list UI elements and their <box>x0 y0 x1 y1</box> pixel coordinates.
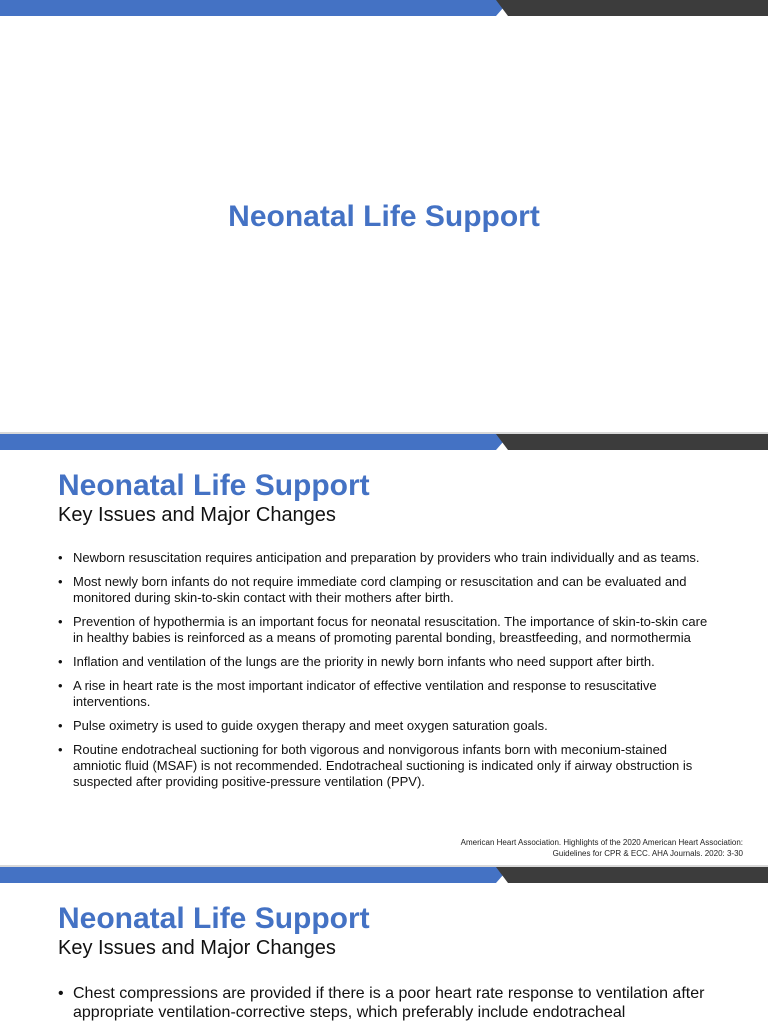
slide-title: Neonatal Life Support <box>58 469 370 502</box>
citation <box>413 837 743 859</box>
list-item: • Prevention of hypothermia is an important focus for neonatal resuscitation. The importance of skin-to-skin care in healthy babies is reinforced as a means of promoting parental bonding, breastfeeding, and normothermia <box>58 614 718 646</box>
citation-line: American Heart Association. Highlights of the 2020 American Heart Association: <box>460 838 743 847</box>
list-item: • Routine endotracheal suctioning for both vigorous and nonvigorous infants born with meconium-stained amniotic fluid (MSAF) is not recommended. Endotracheal suctioning is indicated only if airway obstruction is suspected after providing positive-pressure ventilation (PPV). <box>58 742 718 790</box>
slide-2 <box>0 434 768 865</box>
list-item: • Most newly born infants do not require immediate cord clamping or resuscitation and can be evaluated and monitored during skin-to-skin contact with their mothers after birth. <box>58 574 718 606</box>
list-item: • A rise in heart rate is the most important indicator of effective ventilation and response to resuscitative interventions. <box>58 678 718 710</box>
slide-title: Neonatal Life Support <box>228 200 540 233</box>
slide-header-bar <box>0 867 768 883</box>
slide-subtitle: Key Issues and Major Changes <box>58 937 336 959</box>
slide-subtitle: Key Issues and Major Changes <box>58 504 336 526</box>
slide-1 <box>0 0 768 432</box>
slide-3 <box>0 867 768 1024</box>
bullet-list <box>58 984 718 1022</box>
list-item: • Chest compressions are provided if there is a poor heart rate response to ventilation after appropriate ventilation-corrective steps, which preferably include endotracheal <box>58 984 718 1022</box>
list-item: • Pulse oximetry is used to guide oxygen therapy and meet oxygen saturation goals. <box>58 718 718 734</box>
list-item: • Newborn resuscitation requires anticipation and preparation by providers who train individually and as teams. <box>58 550 718 566</box>
slide-header-bar <box>0 434 768 450</box>
bullet-list <box>58 550 718 798</box>
slide-title: Neonatal Life Support <box>58 902 370 935</box>
slide-header-bar <box>0 0 768 16</box>
list-item: • Inflation and ventilation of the lungs are the priority in newly born infants who need support after birth. <box>58 654 718 670</box>
citation-line: Guidelines for CPR & ECC. AHA Journals. 2020: 3-30 <box>552 849 743 858</box>
